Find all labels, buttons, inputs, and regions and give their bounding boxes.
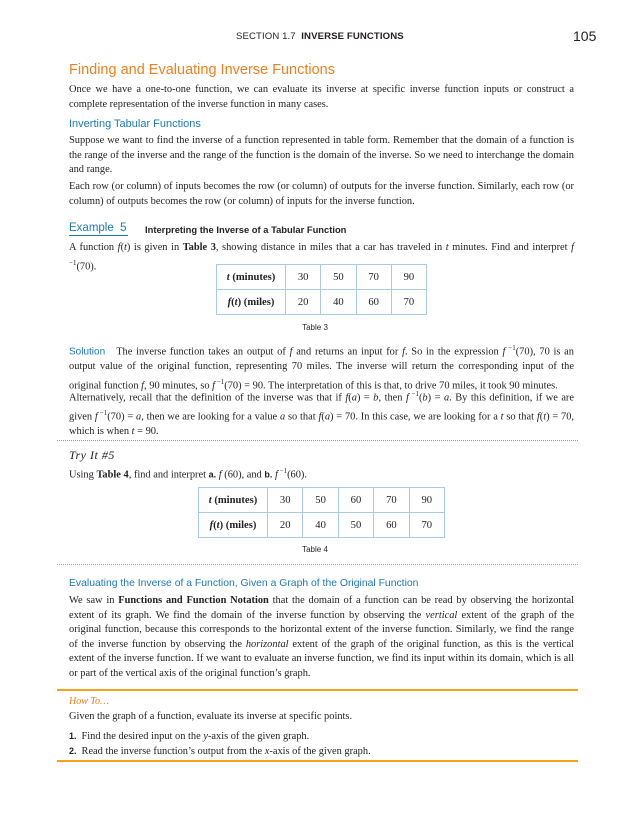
- tabular-paragraph-2: Each row (or column) of inputs becomes the row (or column) of outputs for the inverse function. Similarly, each row (or column) of outputs becomes the row (or column) of inputs for the inverse function.: [69, 181, 574, 207]
- subsection-heading-graph: Evaluating the Inverse of a Function, Given a Graph of the Original Function: [69, 578, 419, 589]
- try-it-label: Try It #5: [69, 448, 115, 462]
- table-4: [198, 487, 445, 538]
- table-header-cell: f(t) (miles): [199, 513, 268, 538]
- intro-paragraph: Once we have a one-to-one function, we can evaluate its inverse at specific inverse function inputs or construct a complete representation of the inverse function in many cases.: [69, 84, 574, 110]
- solution-label: Solution: [69, 346, 106, 358]
- table-header-cell: f(t) (miles): [217, 290, 286, 315]
- list-item: 2. Read the inverse function’s output from the x-axis of the given graph.: [69, 746, 371, 757]
- table-cell: 70: [391, 290, 426, 315]
- table-row: [199, 488, 445, 513]
- solution-paragraph-2: Alternatively, recall that the definition of the inverse was that if f(a) = b, then f $^{-1}$(b) = a. By this definition, if we are given f $^{-1}$(70) = a, then we are looking for a value a so that f(a) = 70. In this case, we are looking for a t so that f(t) = 70, which is when t = 90.: [69, 390, 575, 438]
- table-3: [216, 264, 427, 315]
- table-row: [199, 513, 445, 538]
- graph-paragraph: We saw in Functions and Function Notation that the domain of a function can be read by observing the horizontal extent of its graph. We find the domain of the inverse function by observing the vertical extent of the graph of the original function, because this corresponds to the horizontal extent of the inverse function. Similarly, we find the range of the inverse function by observing the horizontal extent of the graph of the original function, as this is the vertical extent of the inverse function. If we want to evaluate an inverse function, we find its input within its domain, which is all or part of the vertical axis of the original function’s graph.: [69, 595, 574, 679]
- table-cell: 50: [303, 488, 338, 513]
- table-cell: 40: [321, 290, 356, 315]
- table-cell: 50: [338, 513, 373, 538]
- table-cell: 60: [338, 488, 373, 513]
- table-cell: 20: [268, 513, 303, 538]
- table-row: [217, 265, 427, 290]
- table-cell: 60: [374, 513, 409, 538]
- example-label: [69, 222, 127, 234]
- table-row: [217, 290, 427, 315]
- subsection-heading-tabular: Inverting Tabular Functions: [69, 118, 201, 130]
- table-4-caption: Table 4: [302, 545, 328, 554]
- howto-bottom-rule: [57, 760, 578, 762]
- howto-label: How To…: [69, 696, 109, 707]
- table-cell: 20: [286, 290, 321, 315]
- example-word: Example: [69, 222, 114, 234]
- table-cell: 70: [374, 488, 409, 513]
- example-title: Interpreting the Inverse of a Tabular Function: [145, 224, 347, 235]
- table-cell: 40: [303, 513, 338, 538]
- table-header-cell: t (minutes): [217, 265, 286, 290]
- section-title: INVERSE FUNCTIONS: [301, 31, 404, 42]
- example-number: 5: [120, 222, 127, 234]
- example-statement: A function f(t) is given in Table 3, showing distance in miles that a car has traveled in t minutes. Find and interpret f $^{-1}$(70).: [69, 242, 574, 273]
- table-cell: 60: [356, 290, 391, 315]
- table-3-caption: Table 3: [302, 323, 328, 332]
- tabular-paragraph-1: Suppose we want to find the inverse of a function represented in table form. Remember that the domain of a function is the range of the inverse and the range of the function is the domain of the inverse. So we need to interchange the domain and range.: [69, 135, 574, 176]
- divider: [57, 440, 578, 441]
- table-cell: 30: [268, 488, 303, 513]
- section-heading: Finding and Evaluating Inverse Functions: [69, 62, 335, 78]
- table-cell: 90: [409, 488, 444, 513]
- howto-top-rule: [57, 689, 578, 691]
- howto-intro: Given the graph of a function, evaluate its inverse at specific points.: [69, 711, 353, 722]
- table-cell: 50: [321, 265, 356, 290]
- section-label: SECTION 1.7: [236, 31, 296, 42]
- solution-paragraph-1: Solution The inverse function takes an output of f and returns an input for f. So in the expression f $^{-1}$(70), 70 is an output value of the original function, representing 70 miles. The inverse will return the corresponding input of the original function f, 90 minutes, so f $^{-1}$(70) = 90. The interpretation of this is that, to drive 70 miles, it took 90 minutes.: [69, 344, 574, 392]
- example-rule: [69, 235, 128, 236]
- table-header-cell: t (minutes): [199, 488, 268, 513]
- table-cell: 70: [356, 265, 391, 290]
- divider: [57, 564, 578, 565]
- list-item: 1. Find the desired input on the y-axis of the given graph.: [69, 731, 310, 742]
- howto-steps: [69, 729, 574, 759]
- table-cell: 70: [409, 513, 444, 538]
- table-cell: 90: [391, 265, 426, 290]
- page-number: 105: [573, 28, 597, 44]
- table-cell: 30: [286, 265, 321, 290]
- try-it-statement: Using Table 4, find and interpret a. f (60), and b. f $^{-1}$(60).: [69, 467, 307, 481]
- running-header: [236, 31, 404, 42]
